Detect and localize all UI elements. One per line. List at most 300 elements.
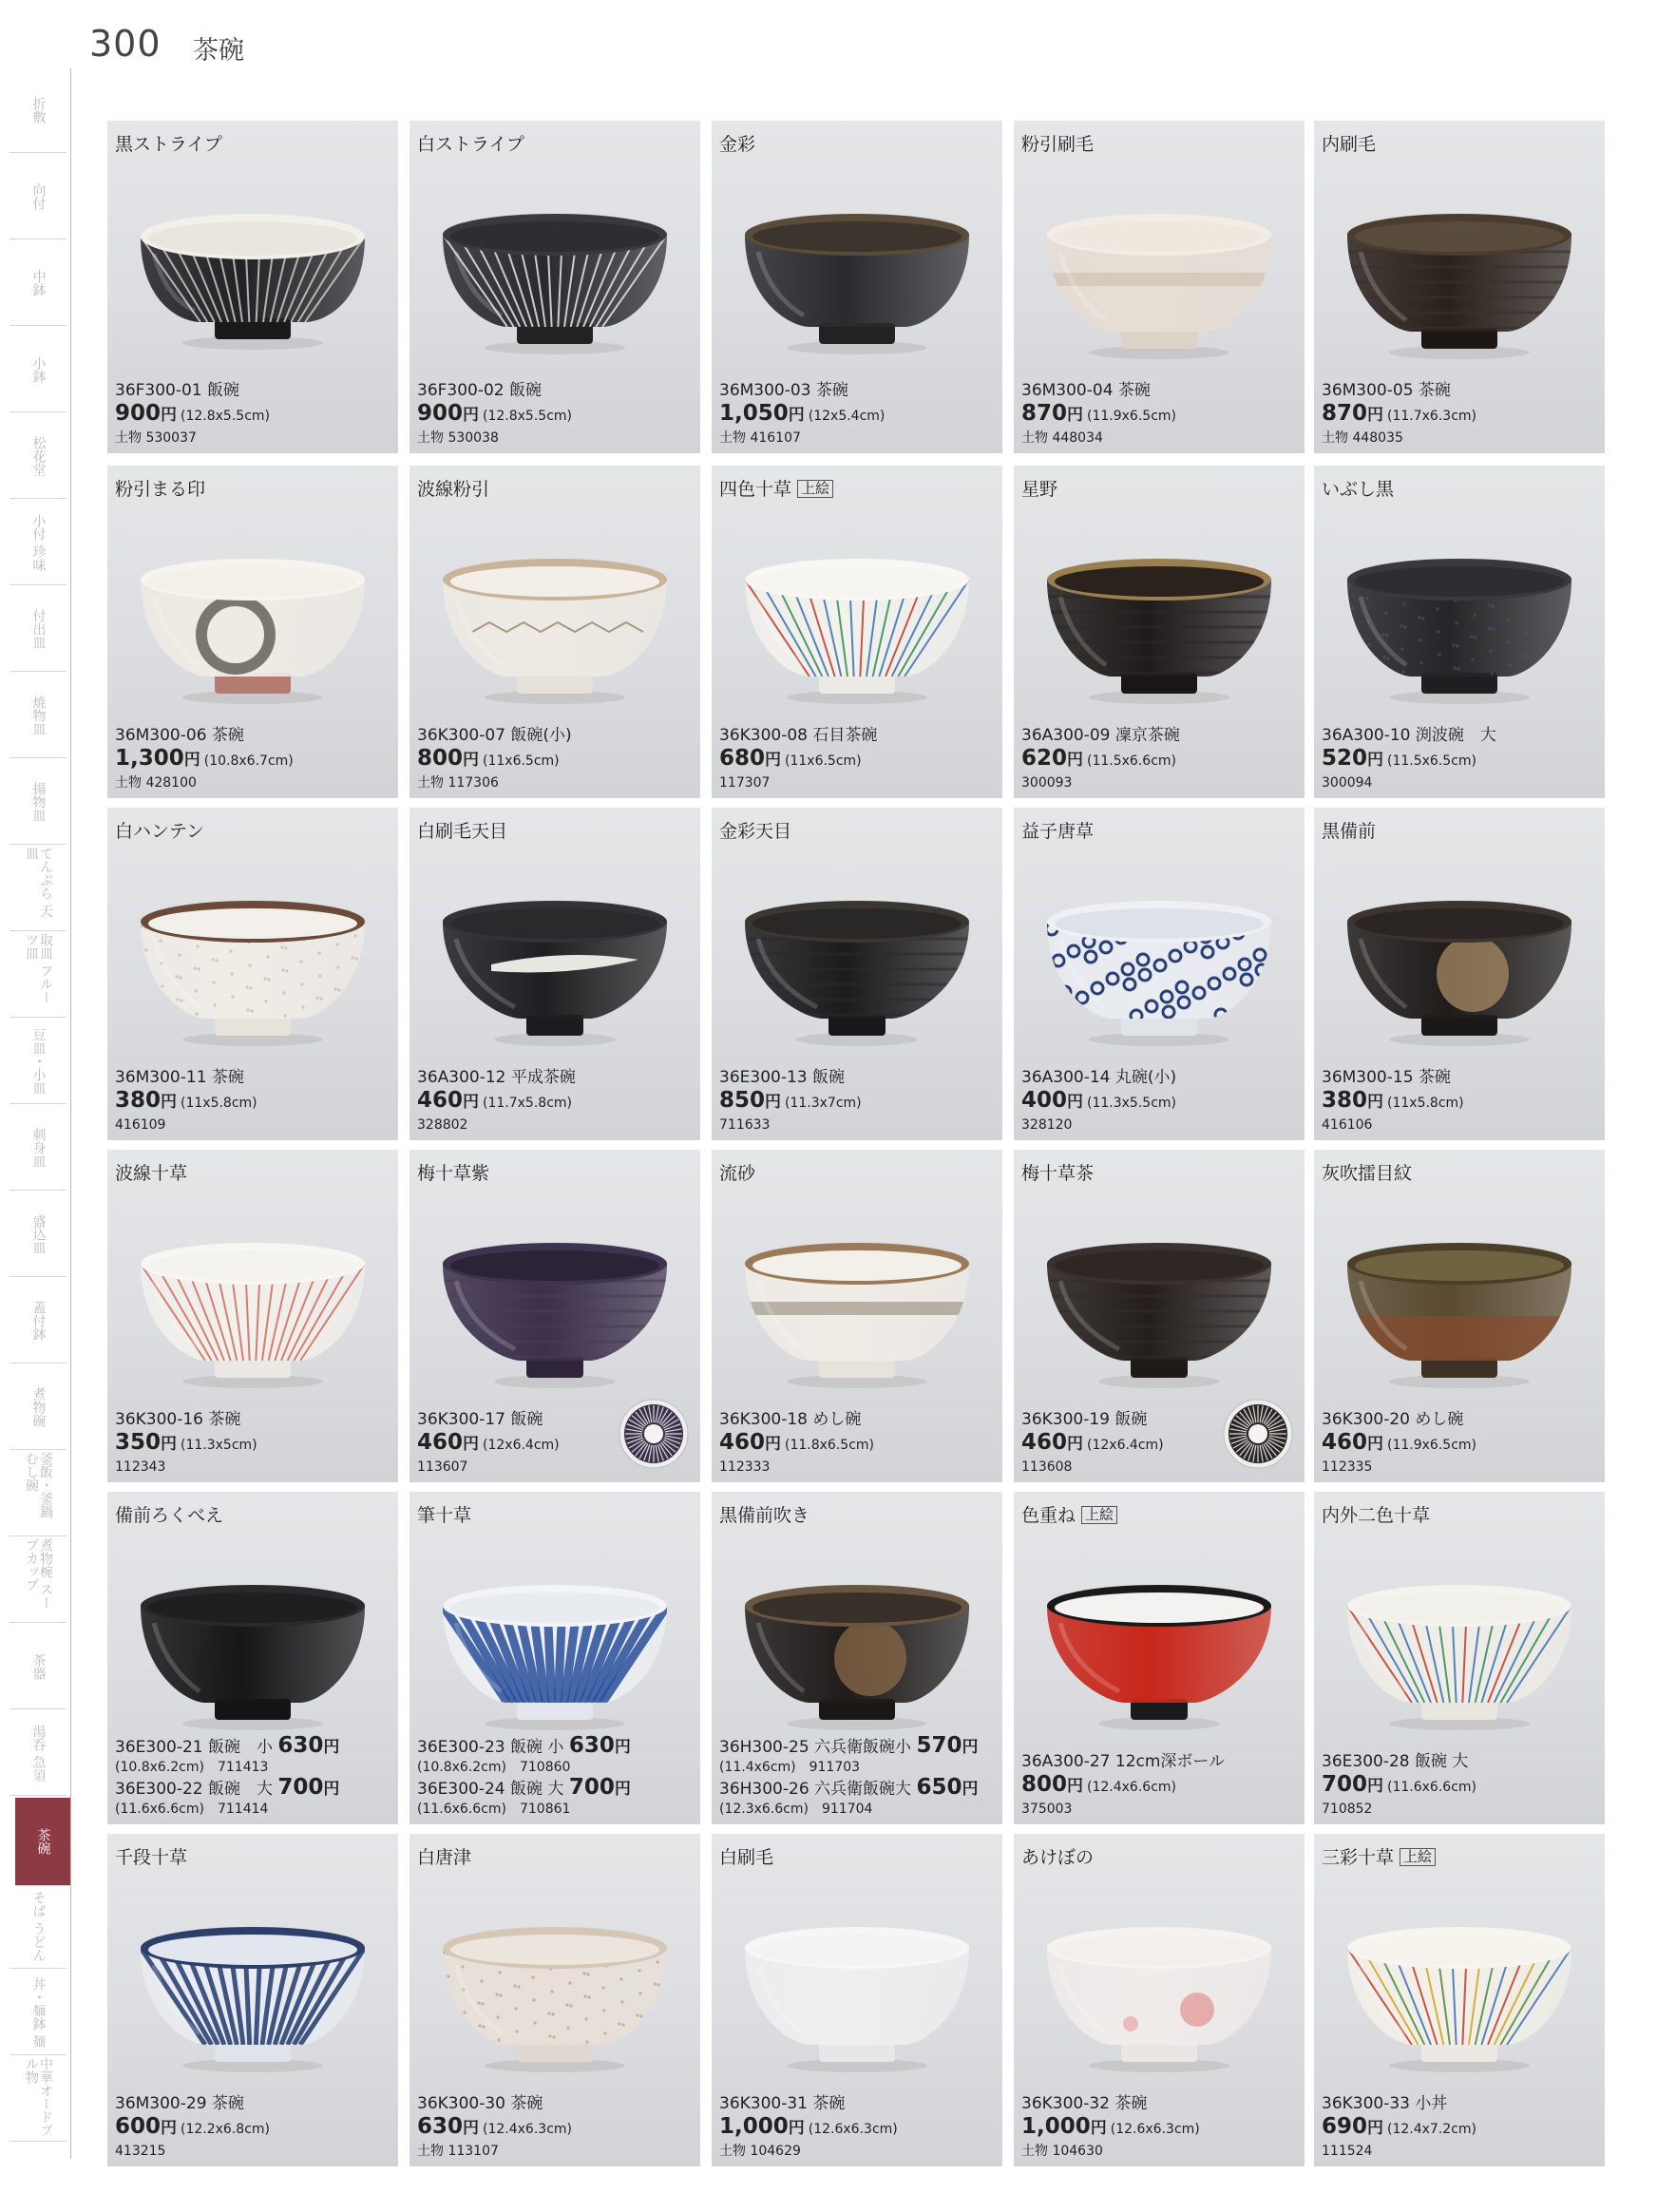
bowl-photo: [1339, 886, 1580, 1061]
bowl-photo: [1038, 886, 1280, 1061]
bowl-base-center: [1248, 1424, 1267, 1443]
product-size: (10.8x6.7cm): [203, 753, 294, 769]
bowl-interior: [1055, 908, 1264, 939]
bowl-photo: [1339, 1912, 1580, 2088]
product-name-text: 黒備前: [1322, 821, 1377, 842]
product-name-text: いぶし黒: [1322, 479, 1395, 500]
product-stock-code: 413215: [115, 2144, 166, 2159]
product-size: (12.4x7.2cm): [1387, 2122, 1476, 2137]
product-info: [1322, 2093, 1603, 2161]
product-price: 900: [417, 401, 464, 426]
side-index-item[interactable]: 小鉢: [10, 328, 67, 412]
product-code: 36E300-24 飯碗 大: [417, 1780, 564, 1799]
side-index-item[interactable]: 盛込皿: [10, 1192, 67, 1277]
product-price-line: [1021, 1088, 1303, 1116]
product-variant-line: [719, 1735, 1000, 1758]
product-info: [115, 2093, 396, 2161]
product-info: [115, 1067, 396, 1135]
bowl-photo: [736, 1912, 978, 2088]
product-card[interactable]: [1014, 1150, 1305, 1482]
overglaze-badge: 上絵: [1400, 1848, 1436, 1866]
side-index-item[interactable]: 蓋付鉢: [10, 1279, 67, 1363]
product-info: [115, 1735, 396, 1819]
product-price: 700: [568, 1775, 615, 1800]
currency-unit: 円: [788, 2119, 805, 2138]
product-size: (11x6.5cm): [785, 753, 862, 769]
product-name-text: 黒ストライプ: [115, 134, 222, 155]
product-card[interactable]: [712, 121, 1002, 453]
product-price-line: [417, 746, 698, 773]
bowl-interior: [752, 1250, 962, 1281]
product-size: (11.3x7cm): [785, 1096, 862, 1111]
product-name-text: 白ストライプ: [417, 134, 524, 155]
product-price-line: [115, 401, 396, 429]
product-size-stock: (11.6x6.6cm) 711414: [115, 1802, 269, 1817]
product-price: 870: [1021, 401, 1068, 426]
product-stock-code: 土物 117306: [417, 775, 499, 791]
overglaze-badge: 上絵: [797, 480, 833, 498]
product-code: 36A300-12 平成茶碗: [417, 1068, 576, 1087]
side-index-item[interactable]: てんぷら 天皿: [10, 847, 67, 931]
product-size: (12.6x6.3cm): [808, 2122, 898, 2137]
product-info: [417, 380, 698, 448]
product-card[interactable]: [1014, 808, 1305, 1140]
product-info: [115, 725, 396, 792]
product-name-text: 筆十草: [417, 1505, 472, 1526]
product-price-line: [115, 1088, 396, 1116]
product-card[interactable]: [107, 1834, 398, 2166]
bowl-interior: [148, 1935, 357, 1965]
product-price-line: [1322, 1772, 1603, 1800]
product-name-text: 粉引まる印: [115, 479, 206, 500]
product-stock-code: 112335: [1322, 1459, 1373, 1475]
bowl-base-center: [644, 1424, 663, 1443]
product-name: [1021, 475, 1057, 501]
product-price-line: [1021, 1772, 1303, 1800]
product-code: 36K300-18 めし碗: [719, 1410, 862, 1429]
product-price-line: [719, 1088, 1000, 1116]
product-price: 800: [1021, 1772, 1068, 1797]
product-price: 400: [1021, 1088, 1068, 1113]
product-price: 680: [719, 746, 766, 771]
currency-unit: 円: [463, 1093, 480, 1112]
bowl-photo: [1038, 543, 1280, 719]
bowl-photo: [434, 543, 676, 719]
side-index-item[interactable]: 松花堂: [10, 414, 67, 499]
bowl-photo: [736, 1228, 978, 1403]
product-name: [1021, 1501, 1117, 1527]
product-name-text: 三彩十草: [1322, 1847, 1395, 1868]
product-info: [115, 380, 396, 448]
bowl-photo: [132, 543, 373, 719]
product-code: 36F300-01 飯碗: [115, 381, 240, 400]
side-index-item[interactable]: そば うどん: [10, 1884, 67, 1969]
product-price-line: [1322, 2114, 1603, 2142]
product-name: [1021, 1159, 1094, 1185]
side-index-item[interactable]: 焼物皿: [10, 674, 67, 758]
product-price: 1,050: [719, 401, 789, 426]
product-info: [417, 2093, 698, 2161]
product-name-text: 四色十草: [719, 479, 792, 500]
product-card[interactable]: [1014, 1492, 1305, 1824]
bowl-photo: [434, 1912, 676, 2088]
currency-unit: 円: [161, 1093, 178, 1112]
bowl-photo: [434, 886, 676, 1061]
product-name: [115, 1159, 187, 1185]
product-size: (11.8x6.5cm): [785, 1438, 874, 1453]
side-index-item[interactable]: 湯呑 急須: [10, 1711, 67, 1796]
product-stock-code: 土物 104629: [719, 2144, 801, 2159]
product-stock-code: 300094: [1322, 775, 1373, 791]
product-code: 36K300-30 茶碗: [417, 2094, 543, 2113]
product-price-line: [417, 1088, 698, 1116]
bowl-interior: [450, 566, 659, 597]
product-code: 36K300-31 茶碗: [719, 2094, 846, 2113]
product-card[interactable]: [1314, 1150, 1605, 1482]
product-name: [417, 130, 524, 156]
currency-unit: 円: [323, 1780, 340, 1799]
product-size: (12x5.4cm): [808, 409, 886, 424]
bowl-interior: [752, 1935, 962, 1965]
currency-unit: 円: [788, 406, 805, 425]
bowl-photo: [434, 1570, 676, 1745]
product-code: 36E300-28 飯碗 大: [1322, 1752, 1469, 1771]
bowl-photo: [1339, 1228, 1580, 1403]
product-name: [417, 475, 489, 501]
product-price: 350: [115, 1430, 162, 1455]
product-price-line: [1322, 746, 1603, 773]
bowl-photo: [132, 1912, 373, 2088]
product-name: [1322, 130, 1376, 156]
product-size: (11.7x6.3cm): [1387, 409, 1476, 424]
product-price: 630: [417, 2114, 464, 2139]
product-code: 36M300-11 茶碗: [115, 1068, 244, 1087]
product-stock-code: 112343: [115, 1459, 166, 1475]
product-price: 460: [1322, 1430, 1368, 1455]
currency-unit: 円: [765, 751, 782, 770]
product-name-text: 梅十草紫: [417, 1163, 490, 1184]
currency-unit: 円: [1090, 2119, 1107, 2138]
currency-unit: 円: [1067, 406, 1084, 425]
bowl-interior: [1355, 1250, 1564, 1281]
product-price: 460: [417, 1430, 464, 1455]
product-name: [1322, 1159, 1412, 1185]
product-name: [417, 817, 507, 843]
side-index-item[interactable]: 中鉢: [10, 241, 67, 326]
product-card[interactable]: [1314, 808, 1605, 1140]
bowl-interior: [450, 1250, 659, 1281]
currency-unit: 円: [1367, 406, 1384, 425]
bowl-interior: [1355, 908, 1564, 939]
currency-unit: 円: [463, 406, 480, 425]
side-index-item[interactable]: 茶碗: [15, 1798, 70, 1886]
product-info: [417, 725, 698, 792]
product-price: 700: [277, 1775, 324, 1800]
bowl-photo: [736, 543, 978, 719]
page-title: 茶碗: [193, 36, 244, 66]
product-name-text: 黒備前吹き: [719, 1505, 810, 1526]
product-price: 380: [1322, 1088, 1368, 1113]
product-info: [1322, 1067, 1603, 1135]
bowl-interior: [450, 221, 659, 252]
product-card[interactable]: [409, 121, 700, 453]
product-card[interactable]: [712, 808, 1002, 1140]
product-card[interactable]: [107, 1150, 398, 1482]
product-code: 36E300-23 飯碗 小: [417, 1738, 564, 1757]
product-card[interactable]: [1014, 466, 1305, 798]
bowl-photo: [736, 886, 978, 1061]
product-card[interactable]: [712, 1834, 1002, 2166]
bowl-photo: [736, 199, 978, 374]
product-card[interactable]: [712, 1492, 1002, 1824]
product-name: [115, 130, 222, 156]
product-card[interactable]: [409, 1492, 700, 1824]
product-price-line: [719, 401, 1000, 429]
product-code: 36A300-27 12cm深ボール: [1021, 1752, 1226, 1771]
product-name: [1322, 475, 1394, 501]
product-card[interactable]: [1314, 1492, 1605, 1824]
page-number: 300: [89, 23, 162, 65]
product-size: (11x5.8cm): [181, 1096, 257, 1111]
side-index-item[interactable]: 豆皿・小皿: [10, 1020, 67, 1104]
bowl-photo: [736, 1570, 978, 1745]
product-name: [719, 1843, 773, 1869]
currency-unit: 円: [1367, 1093, 1384, 1112]
product-code: 36M300-06 茶碗: [115, 726, 244, 745]
bowl-interior: [148, 908, 357, 939]
bowl-photo: [1339, 199, 1580, 374]
product-price: 620: [1021, 746, 1068, 771]
product-size: (12.6x6.3cm): [1110, 2122, 1200, 2137]
product-stock-code: 416106: [1322, 1117, 1373, 1133]
currency-unit: 円: [463, 751, 480, 770]
bowl-interior: [148, 1250, 357, 1281]
currency-unit: 円: [765, 1435, 782, 1454]
side-index-divider: [70, 68, 71, 2159]
product-code: 36M300-15 茶碗: [1322, 1068, 1451, 1087]
bowl-photo: [132, 886, 373, 1061]
product-variant-line: [115, 1735, 396, 1758]
product-stock-code: 113607: [417, 1459, 468, 1475]
product-code: 36M300-29 茶碗: [115, 2094, 244, 2113]
product-code: 36M300-03 茶碗: [719, 381, 848, 400]
product-card[interactable]: [107, 808, 398, 1140]
currency-unit: 円: [161, 1435, 178, 1454]
product-price-line: [1021, 2114, 1303, 2142]
product-stock-code: 111524: [1322, 2144, 1373, 2159]
product-name: [1322, 817, 1376, 843]
product-name: [115, 817, 204, 843]
bowl-interior: [752, 221, 962, 252]
product-size: (12.4x6.6cm): [1087, 1780, 1176, 1795]
product-price: 570: [916, 1733, 962, 1758]
product-card[interactable]: [107, 121, 398, 453]
product-price: 1,000: [1021, 2114, 1091, 2139]
product-price: 870: [1322, 401, 1368, 426]
product-price: 380: [115, 1088, 162, 1113]
side-index-item[interactable]: 釜飯・釜鍋 むし碗: [10, 1452, 67, 1536]
product-info: [719, 1735, 1000, 1819]
product-stock-code: 711633: [719, 1117, 771, 1133]
product-code: 36H300-26 六兵衛飯碗大: [719, 1780, 912, 1799]
product-size-stock: (10.8x6.2cm) 710860: [417, 1760, 571, 1775]
product-code: 36M300-05 茶碗: [1322, 381, 1451, 400]
product-name: [1322, 1843, 1436, 1869]
bowl-interior: [148, 1592, 357, 1623]
product-code: 36K300-32 茶碗: [1021, 2094, 1148, 2113]
currency-unit: 円: [183, 751, 200, 770]
product-name: [1021, 130, 1094, 156]
product-info: [719, 1409, 1000, 1477]
bowl-interior: [1355, 566, 1564, 597]
product-code: 36E300-13 飯碗: [719, 1068, 845, 1087]
product-price: 1,000: [719, 2114, 789, 2139]
side-index-item[interactable]: 煮物碗: [10, 1365, 67, 1450]
product-price-line: [1021, 746, 1303, 773]
bowl-photo: [1038, 1570, 1280, 1745]
currency-unit: 円: [1367, 751, 1384, 770]
currency-unit: 円: [463, 1435, 480, 1454]
currency-unit: 円: [1367, 2119, 1384, 2138]
bowl-interior: [450, 908, 659, 939]
product-price: 460: [1021, 1430, 1068, 1455]
bowl-photo: [1038, 1912, 1280, 2088]
overglaze-badge: 上絵: [1081, 1506, 1117, 1524]
currency-unit: 円: [962, 1780, 979, 1799]
side-index-item[interactable]: 揚物皿: [10, 760, 67, 845]
product-name-text: 益子唐草: [1021, 821, 1095, 842]
product-price-line: [719, 746, 1000, 773]
product-info: [1021, 380, 1303, 448]
side-index-item[interactable]: 煮物椀 スープカップ: [10, 1538, 67, 1623]
product-card[interactable]: [107, 466, 398, 798]
product-size: (11x6.5cm): [483, 753, 560, 769]
product-card[interactable]: [1314, 466, 1605, 798]
product-stock-code: 300093: [1021, 775, 1073, 791]
bowl-interior: [450, 1592, 659, 1623]
side-index-item[interactable]: 向付: [10, 155, 67, 239]
product-stock-code: 土物 113107: [417, 2144, 499, 2159]
product-size: (11.9x6.5cm): [1387, 1438, 1476, 1453]
product-name-text: 内外二色十草: [1322, 1505, 1431, 1526]
product-variant-line: [719, 1777, 1000, 1800]
currency-unit: 円: [765, 1093, 782, 1112]
product-size: (12.8x5.5cm): [181, 409, 270, 424]
product-info: [1021, 2093, 1303, 2161]
product-card[interactable]: [409, 1834, 700, 2166]
product-name-text: 白唐津: [417, 1847, 472, 1868]
product-code: 36A300-14 丸碗(小): [1021, 1068, 1177, 1087]
product-info: [719, 380, 1000, 448]
product-name-text: 波線十草: [115, 1163, 188, 1184]
product-price-line: [417, 2114, 698, 2142]
bowl-interior: [450, 1935, 659, 1965]
product-info: [115, 1409, 396, 1477]
product-price: 850: [719, 1088, 766, 1113]
product-variant-line: [417, 1735, 698, 1758]
product-grid: [107, 121, 1616, 2164]
product-code: 36A300-10 渕波碗 大: [1322, 726, 1496, 745]
product-name-text: 白刷毛: [719, 1847, 774, 1868]
product-name-text: 星野: [1021, 479, 1058, 500]
product-stock-code: 土物 530038: [417, 430, 499, 446]
product-name: [417, 1501, 471, 1527]
product-card[interactable]: [1314, 1834, 1605, 2166]
product-name-text: 金彩天目: [719, 821, 792, 842]
product-price: 650: [916, 1775, 962, 1800]
product-card[interactable]: [409, 466, 700, 798]
product-size-stock: (12.3x6.6cm) 911704: [719, 1802, 873, 1817]
product-card[interactable]: [409, 1150, 700, 1482]
side-index-item[interactable]: 茶器: [10, 1625, 67, 1709]
product-price-line: [719, 1430, 1000, 1458]
product-name-text: 白ハンテン: [115, 821, 205, 842]
product-card[interactable]: [409, 808, 700, 1140]
side-index-item[interactable]: 刺身皿: [10, 1106, 67, 1191]
product-price: 630: [568, 1733, 615, 1758]
product-info: [1322, 380, 1603, 448]
product-name: [719, 1159, 755, 1185]
product-stock-code: 土物 448034: [1021, 430, 1103, 446]
product-price-line: [1322, 1430, 1603, 1458]
product-code: 36K300-08 石目茶碗: [719, 726, 878, 745]
product-info: [1322, 1751, 1603, 1819]
product-stock-code: 土物 428100: [115, 775, 197, 791]
currency-unit: 円: [161, 406, 178, 425]
product-name: [115, 1843, 187, 1869]
product-size: (11.7x5.8cm): [483, 1096, 572, 1111]
product-variant-line: [417, 1777, 698, 1800]
currency-unit: 円: [614, 1780, 631, 1799]
bowl-interior: [148, 566, 357, 597]
side-index-item[interactable]: 付出皿: [10, 587, 67, 672]
side-index-item[interactable]: 折敷: [10, 68, 67, 153]
product-info: [719, 725, 1000, 792]
side-index-item[interactable]: 取皿 フルーツ皿: [10, 933, 67, 1018]
product-stock-code: 113608: [1021, 1459, 1073, 1475]
product-size: (11.6x6.6cm): [1387, 1780, 1476, 1795]
product-price: 690: [1322, 2114, 1368, 2139]
product-card[interactable]: [712, 466, 1002, 798]
product-size: (11.3x5.5cm): [1087, 1096, 1176, 1111]
product-name: [115, 475, 205, 501]
product-price: 600: [115, 2114, 162, 2139]
product-price-line: [417, 401, 698, 429]
product-stock-code: 117307: [719, 775, 771, 791]
bowl-interior: [1055, 1250, 1264, 1281]
product-card[interactable]: [107, 1492, 398, 1824]
product-name-text: 白刷毛天目: [417, 821, 508, 842]
product-name-text: 波線粉引: [417, 479, 490, 500]
product-price-line: [1322, 401, 1603, 429]
side-index-item[interactable]: 丼・麺鉢 麺: [10, 1971, 67, 2055]
product-card[interactable]: [1314, 121, 1605, 453]
product-card[interactable]: [712, 1150, 1002, 1482]
product-size-stock: (11.4x6cm) 911703: [719, 1760, 861, 1775]
product-price: 900: [115, 401, 162, 426]
side-index-item[interactable]: 小付 珍味: [10, 501, 67, 585]
currency-unit: 円: [1067, 1093, 1084, 1112]
product-stock-code: 416109: [115, 1117, 166, 1133]
product-card[interactable]: [1014, 121, 1305, 453]
product-size: (12.4x6.3cm): [483, 2122, 572, 2137]
product-card[interactable]: [1014, 1834, 1305, 2166]
currency-unit: 円: [1067, 1435, 1084, 1454]
product-name-text: 内刷毛: [1322, 134, 1377, 155]
bowl-photo: [1038, 199, 1280, 374]
side-index-item[interactable]: 中華オードブル物: [10, 2057, 67, 2142]
product-price-line: [115, 746, 396, 773]
